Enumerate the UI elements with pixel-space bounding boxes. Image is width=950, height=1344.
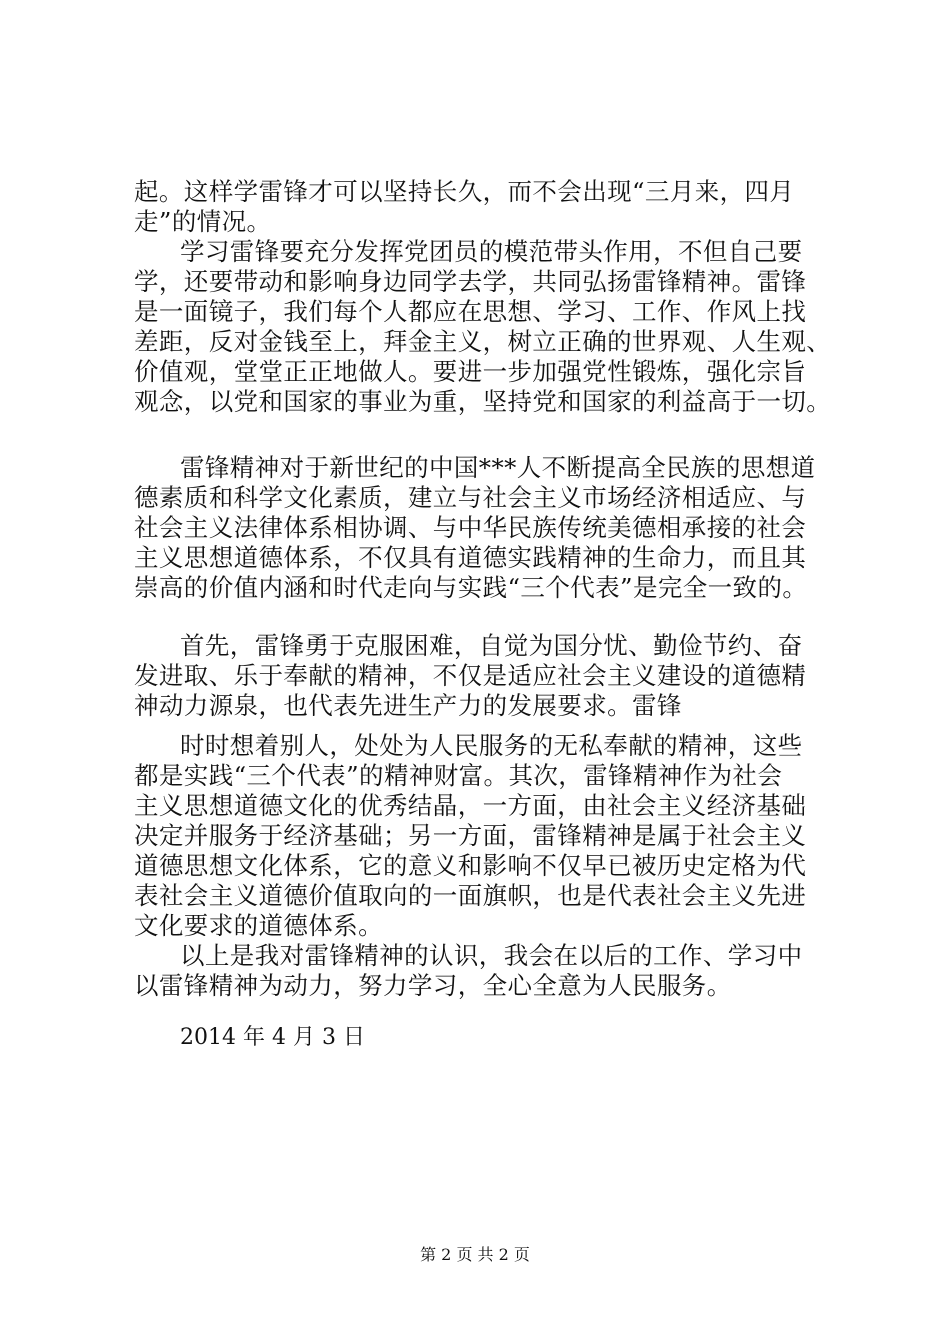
text-line: 崇高的价值内涵和时代走向与实践“三个代表”是完全一致的。 [134, 573, 808, 602]
text-line: 德素质和科学文化素质，建立与社会主义市场经济相适应、与 [134, 483, 807, 512]
text-line: 学习雷锋要充分发挥党团员的模范带头作用，不但自己要 [180, 237, 803, 266]
text-line: 首先，雷锋勇于克服困难，自觉为国分忧、勤俭节约、奋 [180, 631, 803, 660]
text-line: 发进取、乐于奉献的精神，不仅是适应社会主义建设的道德精 [134, 661, 807, 690]
text-line: 主义思想道德文化的优秀结晶，一方面，由社会主义经济基础 [134, 791, 807, 820]
text-line: 走”的情况。 [134, 207, 272, 236]
page-number-footer: 第 2 页 共 2 页 [420, 1245, 530, 1264]
text-line: 表社会主义道德价值取向的一面旗帜，也是代表社会主义先进 [134, 881, 807, 910]
text-line: 都是实践“三个代表”的精神财富。其次，雷锋精神作为社会 [134, 761, 783, 790]
text-line: 时时想着别人，处处为人民服务的无私奉献的精神，这些 [180, 731, 803, 760]
text-line: 社会主义法律体系相协调、与中华民族传统美德相承接的社会 [134, 513, 807, 542]
text-line: 以上是我对雷锋精神的认识，我会在以后的工作、学习中 [180, 941, 803, 970]
text-line: 学，还要带动和影响身边同学去学，共同弘扬雷锋精神。雷锋 [134, 267, 807, 296]
text-line: 道德思想文化体系，它的意义和影响不仅早已被历史定格为代 [134, 851, 807, 880]
text-line: 是一面镜子，我们每个人都应在思想、学习、工作、作风上找 [134, 297, 807, 326]
text-line: 决定并服务于经济基础；另一方面，雷锋精神是属于社会主义 [134, 821, 807, 850]
text-line: 以雷锋精神为动力，努力学习，全心全意为人民服务。 [134, 971, 732, 1000]
document-date: 2014 年 4 月 3 日 [180, 1025, 365, 1050]
text-line: 观念，以党和国家的事业为重，坚持党和国家的利益高于一切。 [134, 387, 832, 416]
text-line: 价值观，堂堂正正地做人。要进一步加强党性锻炼，强化宗旨 [134, 357, 807, 386]
text-line: 起。这样学雷锋才可以坚持长久，而不会出现“三月来，四月 [134, 177, 795, 206]
text-line: 雷锋精神对于新世纪的中国***人不断提高全民族的思想道 [180, 453, 816, 482]
text-line: 差距，反对金钱至上，拜金主义，树立正确的世界观、人生观、 [134, 327, 832, 356]
text-line: 主义思想道德体系，不仅具有道德实践精神的生命力，而且其 [134, 543, 807, 572]
text-line: 神动力源泉，也代表先进生产力的发展要求。雷锋 [134, 691, 682, 720]
text-line: 文化要求的道德体系。 [134, 911, 383, 940]
